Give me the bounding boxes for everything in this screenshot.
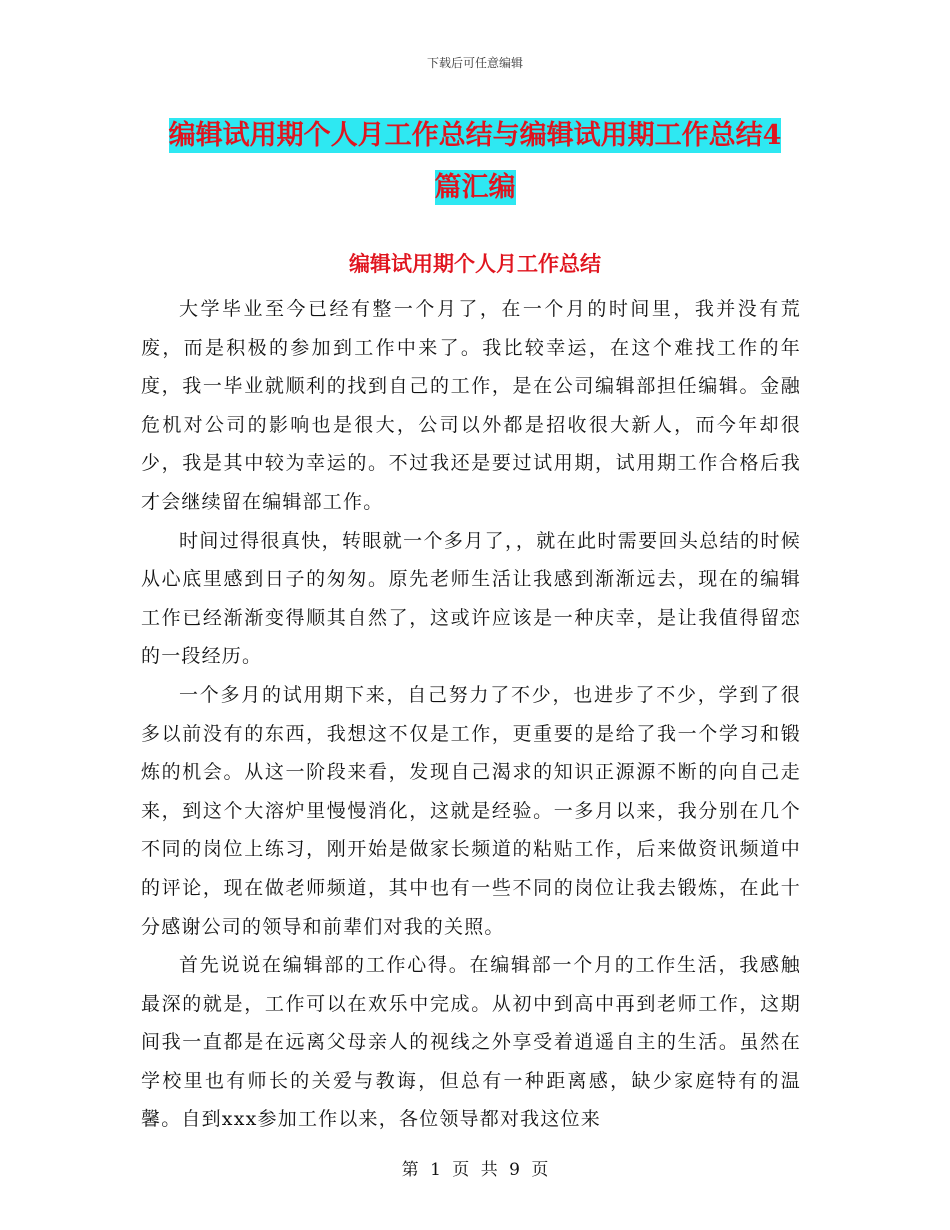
paragraph-3: 一个多月的试用期下来，自己努力了不少，也进步了不少，学到了很多以前没有的东西，我想这不仅是工作，更重要的是给了我一个学习和锻炼的机会。从这一阶段来看，发现自己渴求的知识正源源不断的向自己走来，到这个大溶炉里慢慢消化，这就是经验。一多月以来，我分别在几个不同的岗位上练习，刚开始是做家长频道的粘贴工作，后来做资讯频道中的评论，现在做老师频道，其中也有一些不同的岗位让我去锻炼，在此十分感谢公司的领导和前辈们对我的关照。: [141, 683, 801, 938]
paragraph-1: 大学毕业至今已经有整一个月了，在一个月的时间里，我并没有荒废，而是积极的参加到工作中来了。我比较幸运，在这个难找工作的年度，我一毕业就顺利的找到自己的工作，是在公司编辑部担任编辑。金融危机对公司的影响也是很大，公司以外都是招收很大新人，而今年却很少，我是其中较为幸运的。不过我还是要过试用期，试用期工作合格后我才会继续留在编辑部工作。: [141, 298, 801, 513]
paragraph-2: 时间过得很真快，转眼就一个多月了，，就在此时需要回头总结的时候从心底里感到日子的匆匆。原先老师生活让我感到渐渐远去，现在的编辑工作已经渐渐变得顺其自然了，这或许应该是一种庆幸，是让我值得留恋的一段经历。: [141, 529, 801, 668]
page-header-note: 下载后可任意编辑: [426, 56, 523, 70]
document-title-line-2: 篇汇编: [434, 172, 516, 203]
paragraph-4: 首先说说在编辑部的工作心得。在编辑部一个月的工作生活，我感触最深的就是，工作可以在欢乐中完成。从初中到高中再到老师工作，这期间我一直都是在远离父母亲人的视线之外享受着逍遥自主的生活。虽然在学校里也有师长的关爱与教诲，但总有一种距离感，缺少家庭特有的温馨。自到xxx参加工作以来，各位领导都对我这位来: [141, 954, 801, 1131]
page-number-footer: 第 1 页 共 9 页: [401, 1160, 549, 1180]
section-title: 编辑试用期个人月工作总结: [349, 251, 601, 276]
document-title: [0, 110, 950, 214]
document-body: [141, 290, 801, 1139]
document-title-line-1: 编辑试用期个人月工作总结与编辑试用期工作总结4: [168, 120, 782, 151]
